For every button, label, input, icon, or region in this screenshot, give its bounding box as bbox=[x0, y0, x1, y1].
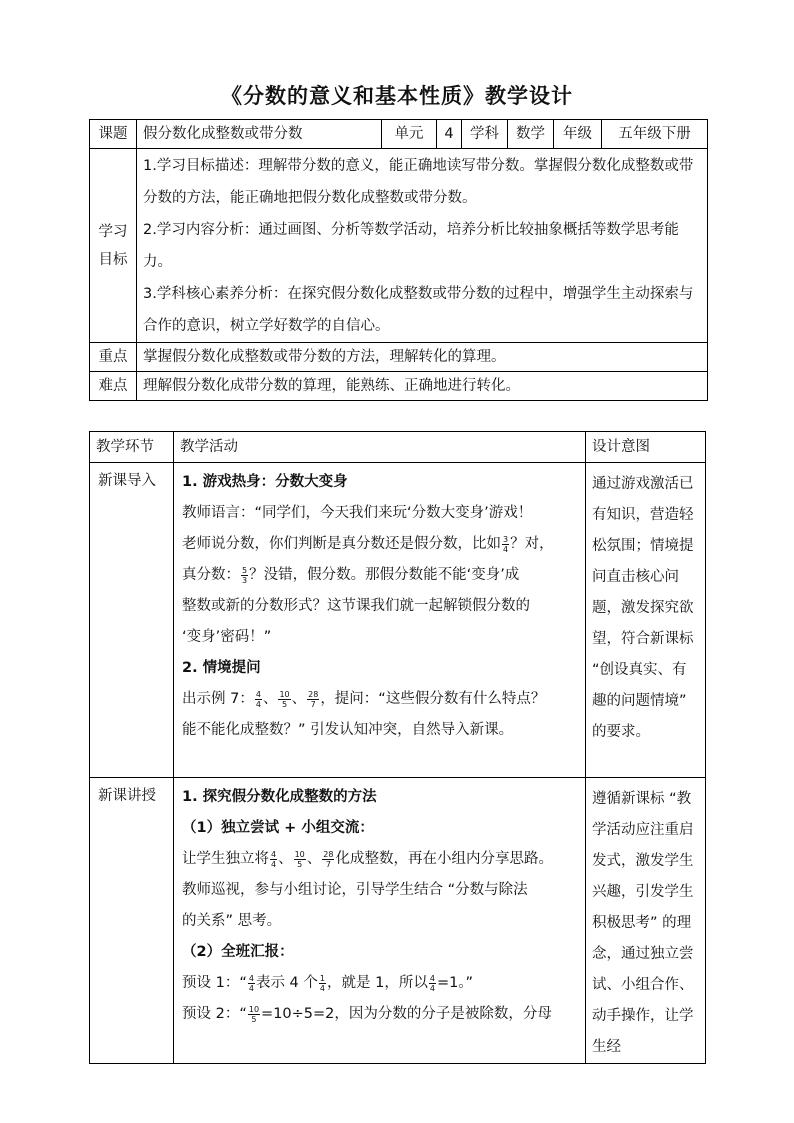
fraction-3-4: $\frac{3}{4}$ bbox=[503, 534, 509, 554]
document-title: 《分数的意义和基本性质》教学设计 bbox=[221, 83, 573, 108]
explain-intent: 遵循新课标 “教学活动应注重启发式，激发学生兴趣，引发学生积极思考” 的理念，通过独立尝试、小组合作、动手操作，让学生经 bbox=[586, 778, 706, 1064]
header-intent: 设计意图 bbox=[586, 432, 706, 463]
separator: 、 bbox=[306, 851, 322, 867]
intro-intent: 通过游戏激活已有知识，营造轻松氛围；情境提问直击核心问题，激发探究欲望，符合新课标 “创设真实、有趣的问题情境” 的要求。 bbox=[586, 463, 706, 778]
explain-line: =1。” bbox=[436, 975, 474, 991]
fraction-4-4: $\frac{4}{4}$ bbox=[248, 973, 254, 993]
fraction-10-5: $\frac{10}{5}$ bbox=[248, 1004, 260, 1024]
intro-line: ，提问：“这些假分数有什么特点？ bbox=[320, 691, 546, 707]
explain-line: 预设 2：“ bbox=[182, 1006, 247, 1022]
fraction-4-4: $\frac{4}{4}$ bbox=[271, 849, 277, 869]
fraction-4-4: $\frac{4}{4}$ bbox=[429, 973, 435, 993]
intro-line: ？没错，假分数。那假分数能不能‘变身’成 bbox=[249, 567, 520, 583]
explain-line: 表示 4 个 bbox=[255, 975, 318, 991]
unit-value: 4 bbox=[437, 120, 462, 149]
explain-line: 的关系” 思考。 bbox=[182, 913, 282, 929]
objectives-label: 学习目标 bbox=[90, 149, 137, 343]
intro-line: ‘变身’密码！” bbox=[182, 629, 272, 645]
fraction-28-7: $\frac{28}{7}$ bbox=[308, 689, 319, 709]
separator: 、 bbox=[291, 691, 307, 707]
explain-activity bbox=[174, 778, 586, 1064]
fraction-5-3: $\frac{5}{3}$ bbox=[242, 565, 248, 585]
explain-line: ，就是 1，所以 bbox=[327, 975, 428, 991]
objective-item: 2.学习内容分析：通过画图、分析等数学活动，培养分析比较抽象概括等数学思考能力。 bbox=[143, 222, 679, 270]
course-info-table bbox=[89, 119, 708, 401]
explain-line: 让学生独立将 bbox=[182, 851, 269, 867]
objective-item: 1.学习目标描述：理解带分数的意义，能正确地读写带分数。掌握假分数化成整数或带分数的方法，能正确地把假分数化成整数或带分数。 bbox=[143, 158, 694, 206]
stage-intro: 新课导入 bbox=[90, 463, 174, 778]
separator: 、 bbox=[278, 851, 293, 867]
intro-line: 整数或新的分数形式？这节课我们就一起解锁假分数的 bbox=[182, 598, 530, 614]
intro-line: ？对， bbox=[510, 536, 554, 552]
lesson-plan-table bbox=[89, 431, 706, 1064]
explain-line: 预设 1：“ bbox=[182, 975, 247, 991]
unit-label: 单元 bbox=[382, 120, 437, 149]
fraction-10-5: $\frac{10}{5}$ bbox=[294, 849, 305, 869]
intro-step2-title: 2. 情境提问 bbox=[182, 660, 261, 676]
subject-label: 学科 bbox=[462, 120, 508, 149]
explain-substep-title: （1）独立尝试 + 小组交流： bbox=[182, 820, 374, 836]
intro-line: 真分数： bbox=[182, 567, 240, 583]
stage-explain: 新课讲授 bbox=[90, 778, 174, 1064]
header-activity: 教学活动 bbox=[174, 432, 586, 463]
fraction-1-4: $\frac{1}{4}$ bbox=[319, 973, 325, 993]
objective-item: 3.学科核心素养分析：在探究假分数化成整数或带分数的过程中，增强学生主动探索与合作的意识，树立学好数学的自信心。 bbox=[143, 286, 694, 334]
key-label: 重点 bbox=[90, 343, 137, 372]
fraction-10-5: $\frac{10}{5}$ bbox=[279, 689, 290, 709]
intro-line: 老师说分数，你们判断是真分数还是假分数，比如 bbox=[182, 536, 501, 552]
intro-line: 出示例 7： bbox=[182, 691, 254, 707]
explain-substep-title: （2）全班汇报： bbox=[182, 944, 294, 960]
fraction-28-7: $\frac{28}{7}$ bbox=[323, 849, 334, 869]
topic-label: 课题 bbox=[90, 120, 137, 149]
key-value: 掌握假分数化成整数或带分数的方法，理解转化的算理。 bbox=[137, 343, 708, 372]
difficulty-value: 理解假分数化成带分数的算理，能熟练、正确地进行转化。 bbox=[137, 372, 708, 401]
header-stage: 教学环节 bbox=[90, 432, 174, 463]
separator: 、 bbox=[262, 691, 278, 707]
intro-activity bbox=[174, 463, 586, 778]
subject-value: 数学 bbox=[508, 120, 554, 149]
topic-value: 假分数化成整数或带分数 bbox=[137, 120, 382, 149]
grade-label: 年级 bbox=[554, 120, 602, 149]
grade-value: 五年级下册 bbox=[602, 120, 708, 149]
explain-step1-title: 1. 探究假分数化成整数的方法 bbox=[182, 789, 377, 805]
intro-line: 能不能化成整数？” 引发认知冲突，自然导入新课。 bbox=[182, 722, 514, 738]
intro-step1-title: 1. 游戏热身：分数大变身 bbox=[182, 474, 348, 490]
fraction-4-4: $\frac{4}{4}$ bbox=[255, 689, 261, 709]
intro-line: 教师语言：“同学们，今天我们来玩‘分数大变身’游戏！ bbox=[182, 505, 533, 521]
explain-line: 教师巡视，参与小组讨论，引导学生结合 “分数与除法 bbox=[182, 882, 528, 898]
difficulty-label: 难点 bbox=[90, 372, 137, 401]
explain-line: 化成整数，再在小组内分享思路。 bbox=[335, 851, 553, 867]
explain-line: =10÷5=2，因为分数的分子是被除数，分母 bbox=[261, 1006, 552, 1022]
